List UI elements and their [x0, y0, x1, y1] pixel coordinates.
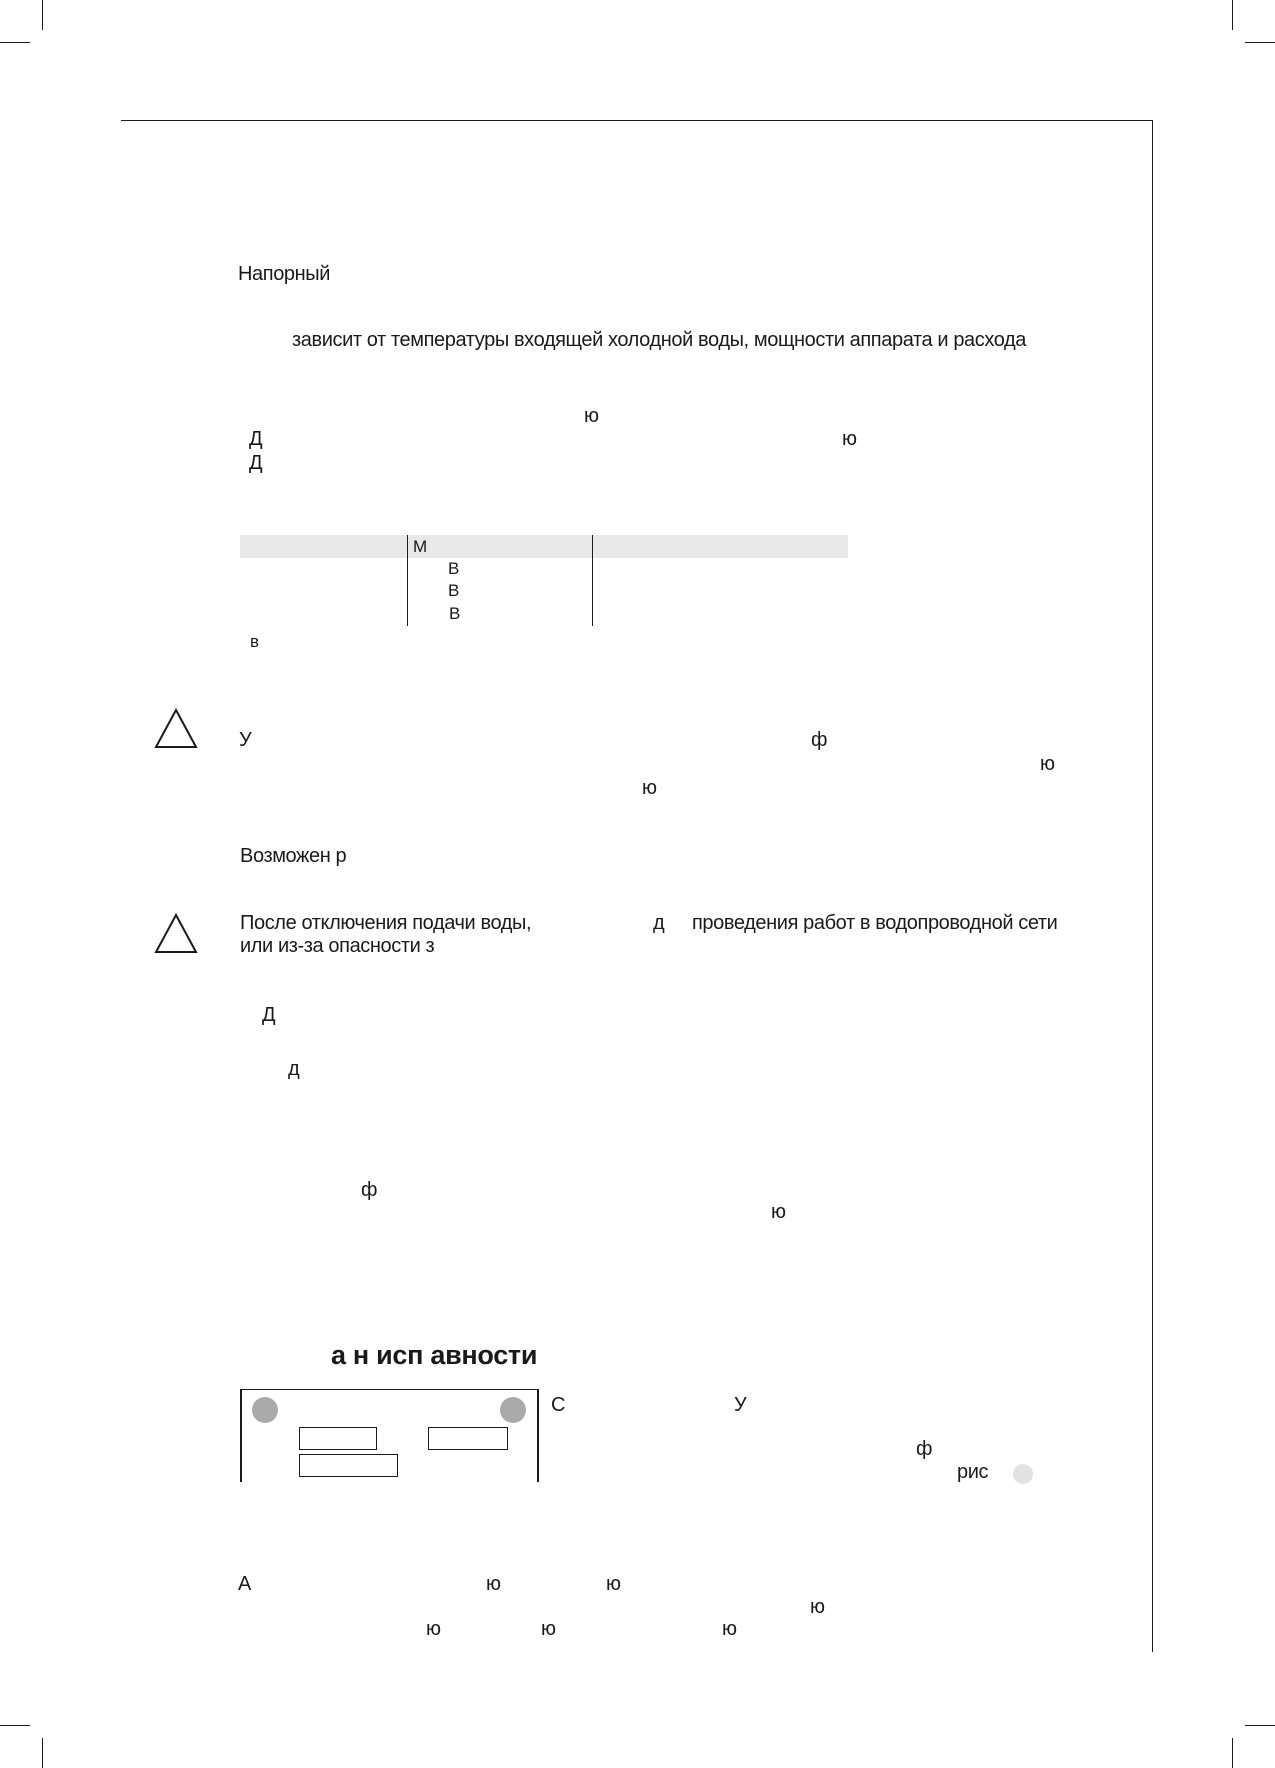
table-cell: В — [449, 604, 460, 623]
paragraph-text: ю — [486, 1573, 501, 1595]
panel-left-edge — [240, 1389, 242, 1482]
crop-mark — [0, 1725, 30, 1726]
crop-mark — [1232, 1738, 1233, 1768]
warning-text: или из-за опасности з — [240, 935, 435, 957]
table-cell: В — [448, 581, 459, 600]
crop-mark — [1245, 42, 1275, 43]
warning-text: У — [239, 729, 252, 751]
panel-top-edge — [240, 1389, 539, 1390]
paragraph-text: ю — [541, 1618, 556, 1640]
panel-right-edge — [537, 1389, 539, 1482]
figure-marker — [1013, 1464, 1033, 1484]
warning-text: После отключения подачи воды, — [240, 912, 532, 934]
crop-mark — [1232, 0, 1233, 30]
crop-mark — [0, 42, 30, 43]
figure-caption: С — [551, 1394, 566, 1416]
crop-mark — [1245, 1725, 1275, 1726]
warning-icon — [154, 913, 198, 954]
table-cell: В — [448, 559, 459, 578]
paragraph-text: зависит от температуры входящей холодной воды, мощности аппарата и расхода — [292, 329, 1027, 351]
warning-text: ю — [1040, 753, 1055, 775]
figure-reference: рис — [957, 1461, 989, 1483]
display-window — [428, 1427, 508, 1450]
paragraph-text: ю — [606, 1573, 621, 1595]
top-rule — [121, 120, 1153, 121]
warning-text: ф — [811, 729, 828, 751]
table-footnote: в — [250, 632, 259, 651]
table-header-band — [240, 535, 848, 558]
warning-text: проведения работ в водопроводной сети — [692, 912, 1058, 934]
crop-mark — [42, 0, 43, 30]
section-title: а н исп авности — [331, 1340, 538, 1370]
control-panel-figure — [240, 1389, 539, 1482]
paragraph-text: ю — [722, 1618, 737, 1640]
paragraph-text: Д — [249, 428, 263, 450]
paragraph-text: ю — [426, 1618, 441, 1640]
step-text: ю — [771, 1201, 786, 1223]
figure-caption: ф — [916, 1438, 933, 1460]
crop-mark — [42, 1738, 43, 1768]
warning-text: ю — [642, 777, 657, 799]
display-window — [299, 1427, 377, 1450]
paragraph-text: ю — [810, 1596, 825, 1618]
paragraph-text: ю — [584, 405, 599, 427]
warning-text: д — [653, 912, 665, 934]
table-divider — [407, 535, 408, 626]
warning-icon — [154, 708, 198, 749]
table-divider — [592, 535, 593, 626]
right-rule — [1152, 120, 1153, 1652]
step-text: Д — [262, 1004, 276, 1026]
paragraph-heading: Напорный — [238, 263, 331, 285]
paragraph-text: Возможен р — [240, 845, 347, 867]
paragraph-text: ю — [842, 428, 857, 450]
figure-caption: У — [734, 1394, 747, 1416]
step-text: ф — [361, 1179, 378, 1201]
paragraph-text: А — [238, 1573, 251, 1595]
indicator-lamp — [500, 1397, 526, 1423]
paragraph-text: Д — [249, 452, 263, 474]
step-text: д — [288, 1058, 300, 1080]
display-window — [299, 1454, 398, 1477]
indicator-lamp — [252, 1397, 278, 1423]
table-header-cell: М — [413, 537, 427, 556]
